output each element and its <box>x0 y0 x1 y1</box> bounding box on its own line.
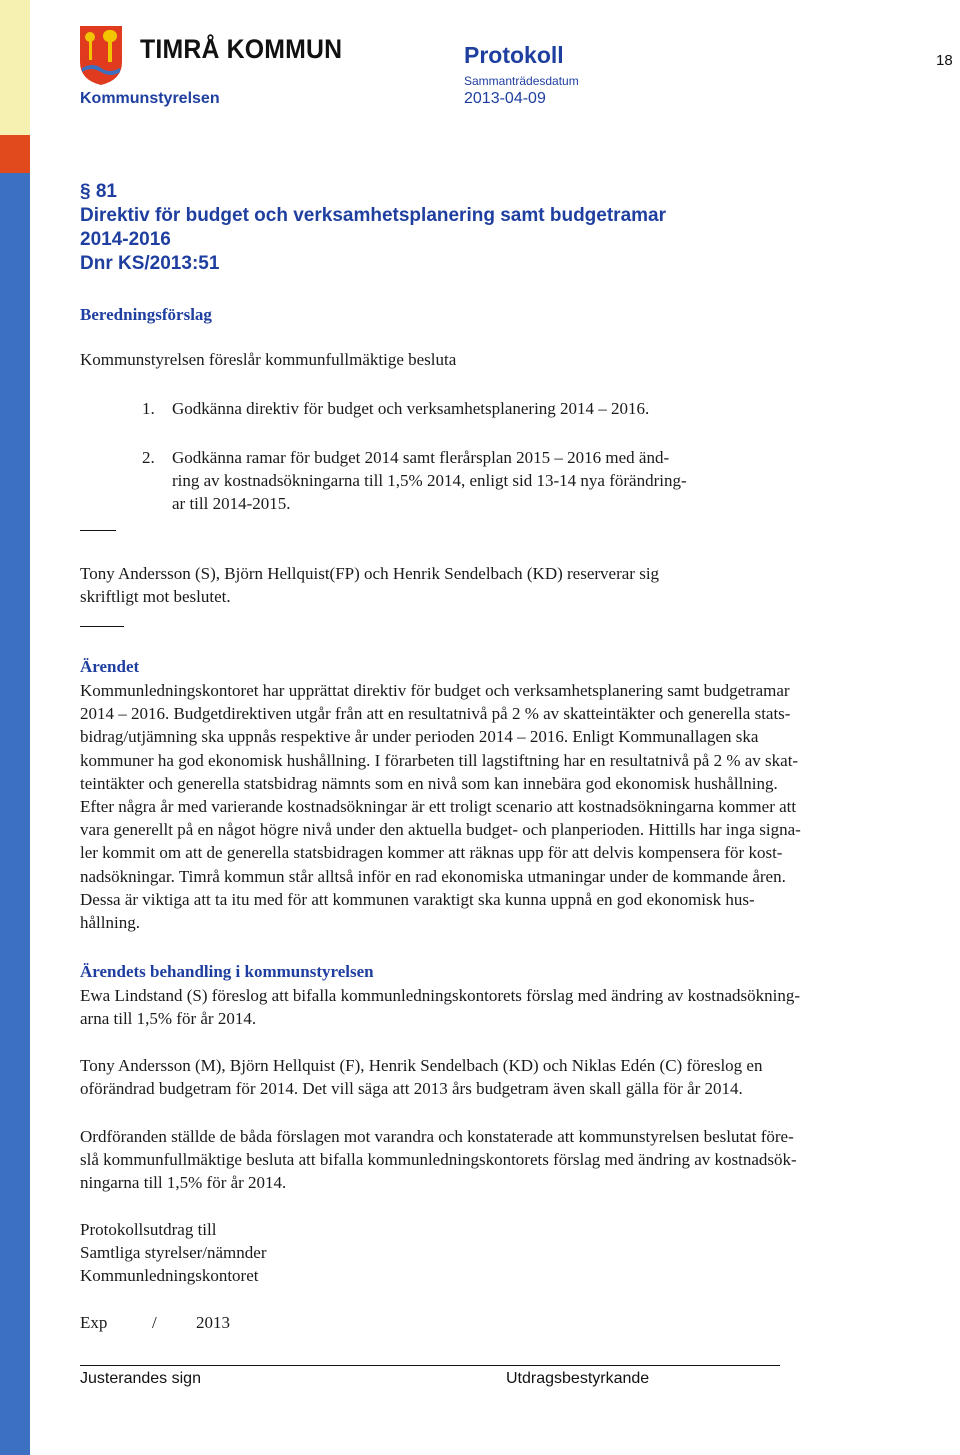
arendet-line: nadsökningar. Timrå kommun står alltså inför en rad ekonomiska utmaningar under de kommande åren. <box>80 866 786 886</box>
proposal-item-number: 2. <box>142 448 155 467</box>
proposal-item-line: ar till 2014-2015. <box>172 494 291 513</box>
side-band-blue <box>0 173 30 1455</box>
arendet-line: vara generellt på en något högre nivå under den aktuella budget- och planperioden. Hittills har inga signa- <box>80 820 801 840</box>
behandling-line: ningarna till 1,5% för år 2014. <box>80 1173 287 1193</box>
proposal-item-line: Godkänna ramar för budget 2014 samt flerårsplan 2015 – 2016 med änd- <box>172 448 670 467</box>
meeting-date-label: Sammanträdesdatum <box>464 74 579 88</box>
proposal-intro: Kommunstyrelsen föreslår kommunfullmäktige besluta <box>80 350 457 369</box>
municipality-wordmark: TIMRÅ KOMMUN <box>140 34 343 64</box>
arendet-line: Efter några år med varierande kostnadsökningar är ett troligt scenario att kostnadsökningarna kommer att <box>80 797 797 817</box>
timra-kommun-logo-icon <box>78 24 124 86</box>
distribution-line: Samtliga styrelser/nämnder <box>80 1243 267 1263</box>
behandling-paragraph-1 <box>80 984 800 1030</box>
distribution-line: Protokollsutdrag till <box>80 1220 217 1239</box>
arendet-line: teintäkter och generella statsbidrag nämnts som en nivå som kan innebära god ekonomisk hushållning. <box>80 773 778 793</box>
arendet-heading: Ärendet <box>80 657 140 676</box>
proposal-item <box>172 397 649 420</box>
section-title-line: 2014-2016 <box>80 229 171 250</box>
proposal-heading: Beredningsförslag <box>80 305 212 324</box>
page-number: 18 <box>936 52 953 69</box>
expedition-slash: / <box>152 1313 157 1332</box>
arendet-line: Dessa är viktiga att ta itu med för att kommunen varaktigt ska kunna uppnå en god ekonomisk hus- <box>80 889 755 909</box>
expedition-label: Exp <box>80 1313 108 1332</box>
proposal-item-line: ring av kostnadsökningarna till 1,5% 2014, enligt sid 13-14 nya förändring- <box>172 471 687 490</box>
behandling-heading: Ärendets behandling i kommunstyrelsen <box>80 962 374 981</box>
arendet-line: 2014 – 2016. Budgetdirektiven utgår från att en resultatnivå på 2 % av skatteintäkter och generella stats- <box>80 704 791 724</box>
organ-name: Kommunstyrelsen <box>80 90 220 107</box>
proposal-item-line: Godkänna direktiv för budget och verksamhetsplanering 2014 – 2016. <box>172 399 650 418</box>
meeting-date: 2013-04-09 <box>464 90 546 107</box>
reservation-paragraph <box>80 562 659 608</box>
distribution-line: Kommunledningskontoret <box>80 1266 259 1286</box>
footer-signature-label: Justerandes sign <box>80 1370 201 1387</box>
arendet-line: bidrag/utjämning ska uppnås respektive år under perioden 2014 – 2016. Enligt Kommunallagen ska <box>80 727 759 747</box>
reservation-line: Tony Andersson (S), Björn Hellquist(FP) och Henrik Sendelbach (KD) reserverar sig <box>80 564 660 583</box>
separator-line <box>80 626 124 627</box>
side-band-red <box>0 135 30 173</box>
document-type: Protokoll <box>464 42 564 68</box>
behandling-line: Ewa Lindstand (S) föreslog att bifalla kommunledningskontorets förslag med ändring av kostnadsökning- <box>80 986 801 1005</box>
behandling-line: slå kommunfullmäktige besluta att bifalla kommunledningskontorets förslag med ändring av kostnadsök- <box>80 1150 797 1170</box>
behandling-line: oförändrad budgetram för 2014. Det vill säga att 2013 års budgetram även skall gälla för år 2014. <box>80 1079 743 1099</box>
arendet-line: Kommunledningskontoret har upprättat direktiv för budget och verksamhetsplanering samt budgetramar <box>80 681 790 700</box>
footer-certification-label: Utdragsbestyrkande <box>506 1370 650 1387</box>
behandling-line: arna till 1,5% för år 2014. <box>80 1009 257 1029</box>
behandling-line: Tony Andersson (M), Björn Hellquist (F), Henrik Sendelbach (KD) och Niklas Edén (C) föreslog en <box>80 1056 763 1075</box>
proposal-item-number: 1. <box>142 399 155 418</box>
arendet-body <box>80 679 801 934</box>
section-title-line: Direktiv för budget och verksamhetsplanering samt budgetramar <box>80 205 666 226</box>
distribution-list <box>80 1218 266 1288</box>
behandling-paragraph-3 <box>80 1125 797 1195</box>
separator-line <box>80 530 116 531</box>
arendet-line: hållning. <box>80 913 140 933</box>
footer-rule <box>80 1365 780 1366</box>
section-title-line: Dnr KS/2013:51 <box>80 253 220 274</box>
behandling-paragraph-2 <box>80 1054 762 1100</box>
section-heading <box>80 180 666 276</box>
section-number: § 81 <box>80 181 117 202</box>
proposal-item <box>172 446 687 515</box>
reservation-line: skriftligt mot beslutet. <box>80 587 231 607</box>
expedition-year: 2013 <box>196 1313 230 1332</box>
arendet-line: kommuner ha god ekonomisk hushållning. I förarbeten till lagstiftning har en resultatnivå på 2 % av skat- <box>80 750 799 770</box>
behandling-line: Ordföranden ställde de båda förslagen mot varandra och konstaterade att kommunstyrelsen beslutat före- <box>80 1127 794 1146</box>
arendet-line: ler kommit om att de generella statsbidragen kommer att räknas upp för att delvis kompensera för kost- <box>80 843 783 863</box>
side-band-yellow <box>0 0 30 135</box>
